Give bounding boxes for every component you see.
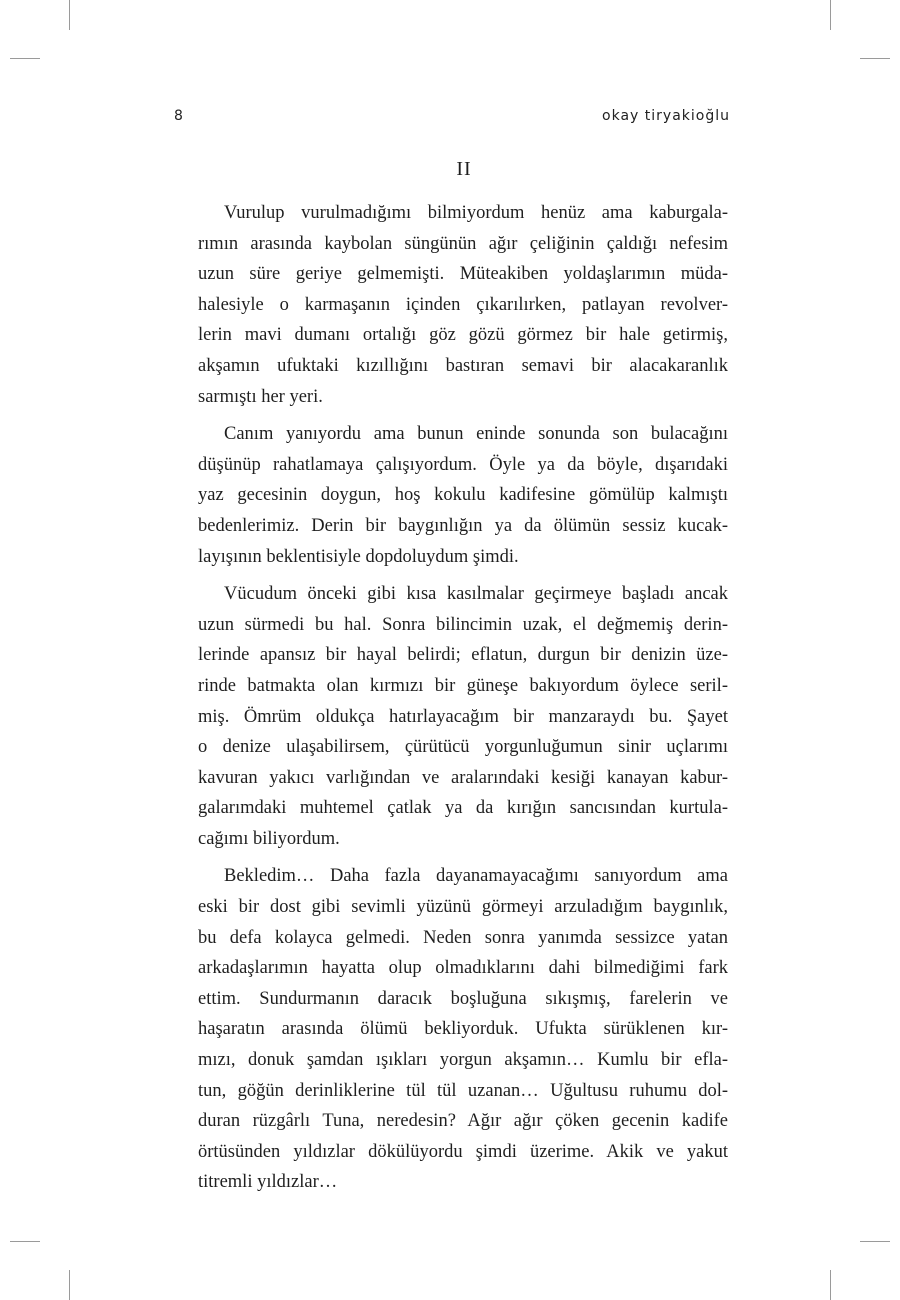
text-line: bu defa kolayca gelmedi. Neden sonra yanımda sessizce yatan bbox=[198, 927, 728, 948]
crop-mark-bottom-right bbox=[830, 1270, 831, 1300]
text-line: cağımı biliyordum. bbox=[198, 828, 340, 849]
running-header bbox=[172, 108, 730, 130]
body-text bbox=[172, 198, 728, 1205]
text-line: sarmıştı her yeri. bbox=[198, 386, 323, 407]
text-line: haşaratın arasında ölümü bekliyorduk. Ufukta sürüklenen kır- bbox=[198, 1019, 728, 1040]
author-name: okay tiryakioğlu bbox=[602, 108, 730, 124]
text-line: mızı, donuk şamdan ışıkları yorgun akşamın… Kumlu bir efla- bbox=[198, 1050, 728, 1071]
text-line: bedenlerimiz. Derin bir baygınlığın ya da ölümün sessiz kucak- bbox=[198, 515, 728, 536]
text-line: uzun sürmedi bu hal. Sonra bilincimin uzak, el değmemiş derin- bbox=[198, 614, 728, 635]
text-line: eski bir dost gibi sevimli yüzünü görmeyi arzuladığım baygınlık, bbox=[198, 897, 728, 918]
paragraph bbox=[172, 861, 728, 1198]
text-line: uzun süre geriye gelmemişti. Müteakiben yoldaşlarımın müda- bbox=[198, 264, 728, 285]
paragraph bbox=[172, 198, 728, 412]
text-line: lerin mavi dumanı ortalığı göz gözü görmez bir hale getirmiş, bbox=[198, 325, 728, 346]
text-line: arkadaşlarımın hayatta olup olmadıklarını dahi bilmediğimi fark bbox=[198, 958, 728, 979]
page-number: 8 bbox=[174, 108, 184, 124]
text-line: yaz gecesinin doygun, hoş kokulu kadifesine gömülüp kalmıştı bbox=[198, 485, 728, 506]
text-line: halesiyle o karmaşanın içinden çıkarılırken, patlayan revolver- bbox=[198, 294, 728, 315]
text-line: lerinde apansız bir hayal belirdi; eflatun, durgun bir denizin üze- bbox=[198, 645, 728, 666]
text-line: rımın arasında kaybolan süngünün ağır çeliğinin çaldığı nefesim bbox=[198, 233, 728, 254]
crop-mark-right-top bbox=[860, 58, 890, 59]
crop-mark-top-left bbox=[69, 0, 70, 30]
text-line: Vurulup vurulmadığımı bilmiyordum henüz ama kaburgala- bbox=[224, 203, 728, 223]
text-line: galarımdaki muhtemel çatlak ya da kırığın sancısından kurtula- bbox=[198, 798, 728, 819]
text-line: rinde batmakta olan kırmızı bir güneşe bakıyordum öylece seril- bbox=[198, 675, 728, 696]
text-line: duran rüzgârlı Tuna, neredesin? Ağır ağır çöken gecenin kadife bbox=[198, 1111, 728, 1132]
text-line: akşamın ufuktaki kızıllığını bastıran semavi bir alacakaranlık bbox=[198, 355, 728, 376]
text-line: tun, göğün derinliklerine tül tül uzanan… Uğultusu ruhumu dol- bbox=[198, 1080, 728, 1101]
crop-mark-top-right bbox=[830, 0, 831, 30]
text-line: kavuran yakıcı varlığından ve aralarındaki kesiği kanayan kabur- bbox=[198, 767, 728, 788]
paragraph bbox=[172, 419, 728, 572]
crop-mark-left-top bbox=[10, 58, 40, 59]
text-line: titremli yıldızlar… bbox=[198, 1172, 338, 1193]
text-line: o denize ulaşabilirsem, çürütücü yorgunluğumun sinir uçlarımı bbox=[198, 737, 728, 758]
text-line: ettim. Sundurmanın daracık boşluğuna sıkışmış, farelerin ve bbox=[198, 988, 728, 1009]
text-line: Bekledim… Daha fazla dayanamayacağımı sanıyordum ama bbox=[224, 866, 728, 887]
crop-mark-left-bottom bbox=[10, 1241, 40, 1242]
text-line: miş. Ömrüm oldukça hatırlayacağım bir manzaraydı bu. Şayet bbox=[198, 706, 728, 727]
crop-mark-bottom-left bbox=[69, 1270, 70, 1300]
text-line: Vücudum önceki gibi kısa kasılmalar geçirmeye başladı ancak bbox=[224, 584, 728, 605]
text-line: örtüsünden yıldızlar dökülüyordu şimdi üzerime. Akik ve yakut bbox=[198, 1141, 728, 1162]
text-line: düşünüp rahatlamaya çalışıyordum. Öyle ya da böyle, dışarıdaki bbox=[198, 454, 728, 475]
crop-mark-right-bottom bbox=[860, 1241, 890, 1242]
chapter-number: II bbox=[456, 158, 472, 180]
text-line: Canım yanıyordu ama bunun eninde sonunda son bulacağını bbox=[224, 424, 728, 445]
paragraph bbox=[172, 579, 728, 854]
text-line: layışının beklentisiyle dopdoluydum şimdi. bbox=[198, 546, 519, 567]
